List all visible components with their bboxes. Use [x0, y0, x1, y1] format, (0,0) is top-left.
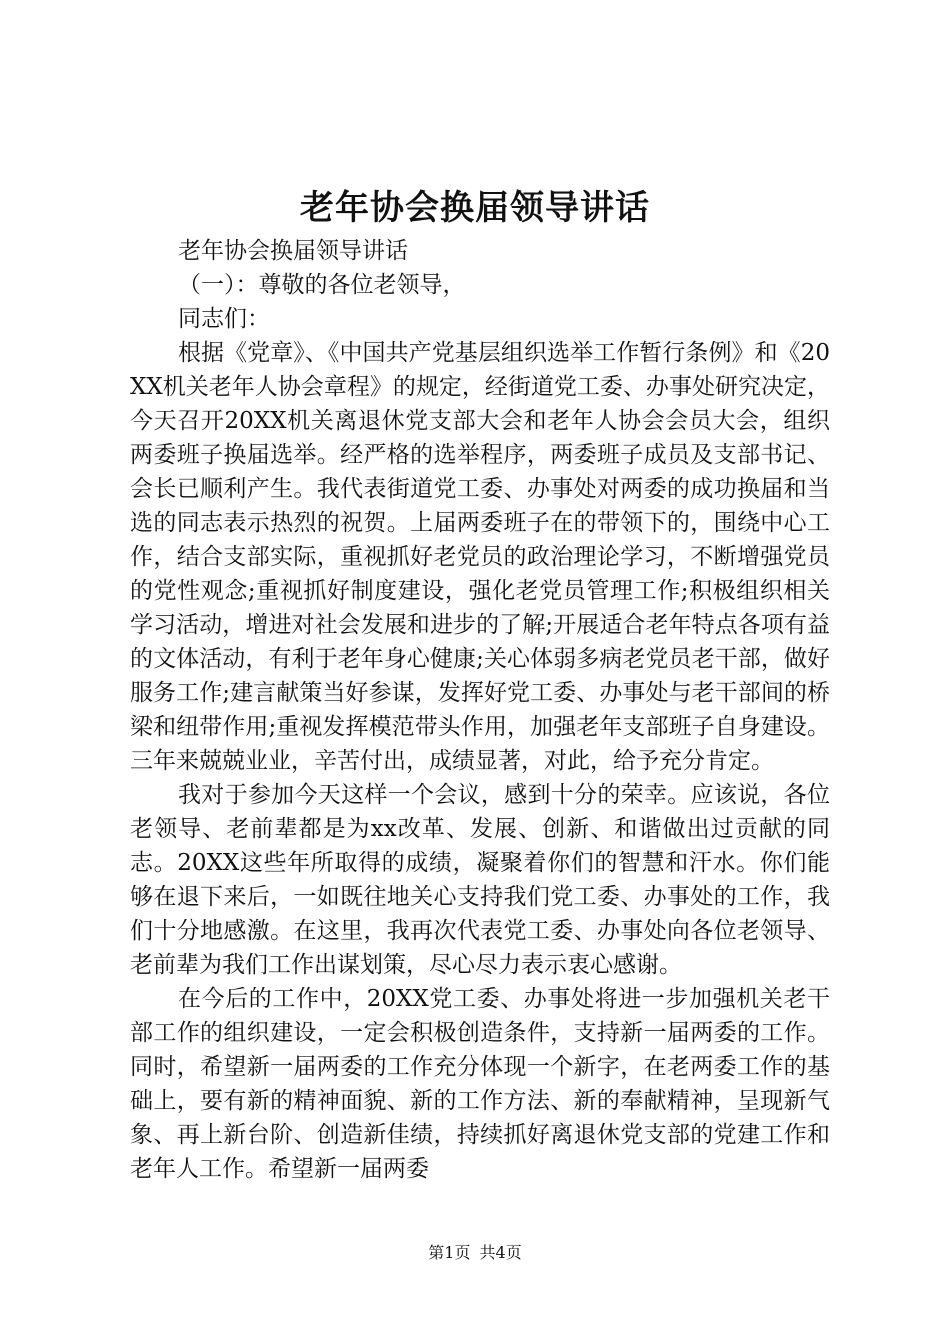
salutation-line: 同志们：: [178, 306, 270, 332]
subtitle-line: 老年协会换届领导讲话: [178, 238, 408, 264]
body-paragraph: 在今后的工作中，20XX党工委、办事处将进一步加强机关老干部工作的组织建设，一定会积极创造条件，支持新一届两委的工作。同时，希望新一届两委的工作充分体现一个新字，在老两委工作的基础上，要有新的精神面貌、新的工作方法、新的奉献精神，呈现新气象、再上新台阶、创造新佳绩，持续抓好离退休党支部的党建工作和老年人工作。希望新一届两委: [130, 986, 830, 1182]
page-footer: [0, 1242, 950, 1264]
document-body: [130, 234, 830, 1186]
page-total: 共4页: [479, 1243, 522, 1262]
document-title: 老年协会换届领导讲话: [300, 188, 650, 228]
body-paragraph: 根据《党章》、《中国共产党基层组织选举工作暂行条例》和《20XX机关老年人协会章程》的规定，经街道党工委、办事处研究决定，今天召开20XX机关离退休党支部大会和老年人协会会员大会，组织两委班子换届选举。经严格的选举程序，两委班子成员及支部书记、会长已顺利产生。我代表街道党工委、办事处对两委的成功换届和当选的同志表示热烈的祝贺。上届两委班子在的带领下的，围绕中心工作，结合支部实际，重视抓好老党员的政治理论学习，不断增强党员的党性观念;重视抓好制度建设，强化老党员管理工作;积极组织相关学习活动，增进对社会发展和进步的了解;开展适合老年特点各项有益的文体活动，有利于老年身心健康;关心体弱多病老党员老干部，做好服务工作;建言献策当好参谋，发挥好党工委、办事处与老干部间的桥梁和纽带作用;重视发挥模范带头作用，加强老年支部班子自身建设。三年来兢兢业业，辛苦付出，成绩显著，对此，给予充分肯定。: [130, 340, 830, 774]
body-paragraph: 我对于参加今天这样一个会议，感到十分的荣幸。应该说，各位老领导、老前辈都是为xx改革、发展、创新、和谐做出过贡献的同志。20XX这些年所取得的成绩，凝聚着你们的智慧和汗水。你们能够在退下来后，一如既往地关心支持我们党工委、办事处的工作，我们十分地感激。在这里，我再次代表党工委、办事处向各位老领导、老前辈为我们工作出谋划策，尽心尽力表示衷心感谢。: [130, 782, 830, 978]
salutation-line: （一）：尊敬的各位老领导，: [178, 272, 466, 298]
page-number: 第1页: [428, 1243, 471, 1262]
